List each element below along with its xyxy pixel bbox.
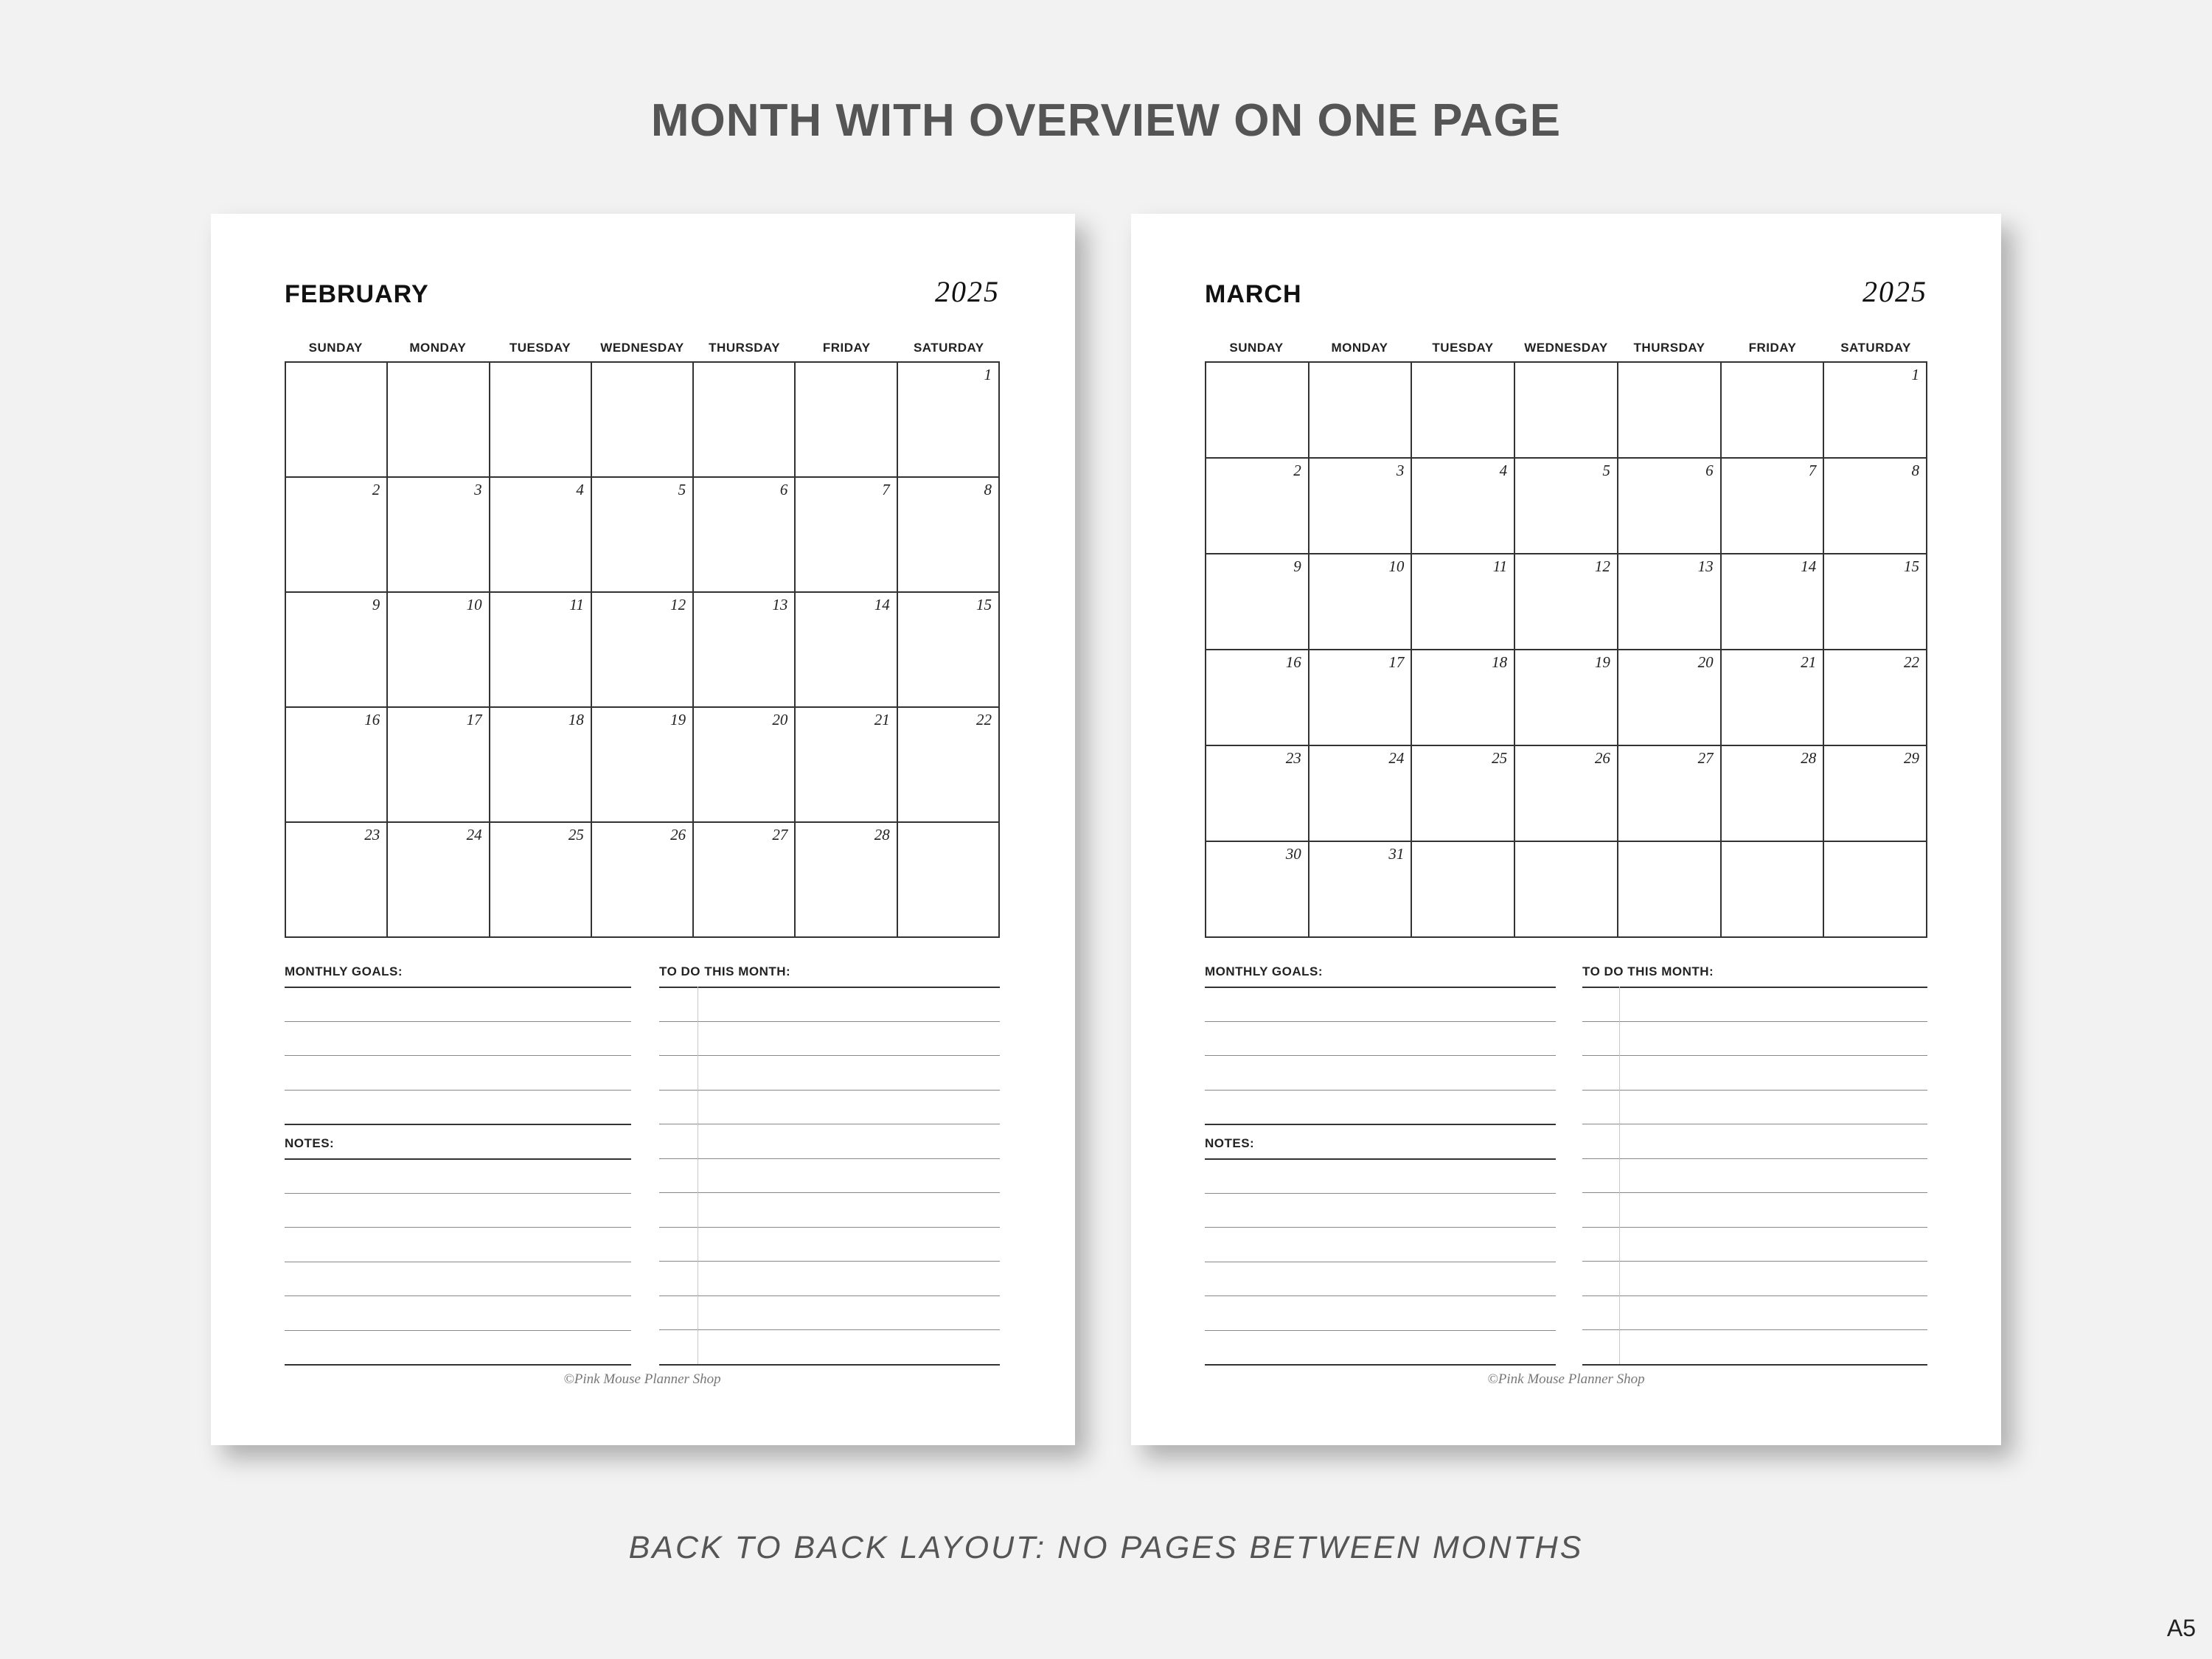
calendar-day-cell[interactable] bbox=[1824, 554, 1927, 650]
calendar-day-cell[interactable] bbox=[1412, 554, 1515, 650]
notes-label: NOTES: bbox=[1205, 1136, 1255, 1150]
calendar-day-cell[interactable] bbox=[1310, 363, 1413, 459]
day-number: 16 bbox=[364, 711, 380, 728]
notes-write-line bbox=[1205, 1193, 1556, 1194]
todo-write-line bbox=[659, 1055, 1000, 1056]
todo-write-line bbox=[1582, 1192, 1927, 1193]
calendar-grid bbox=[285, 361, 1000, 938]
day-number: 20 bbox=[1697, 653, 1714, 671]
calendar-day-cell[interactable] bbox=[1824, 459, 1927, 554]
day-number: 4 bbox=[576, 481, 584, 498]
goals-write-line bbox=[285, 1055, 631, 1056]
calendar-day-cell[interactable] bbox=[1722, 842, 1825, 938]
notes-top-rule bbox=[1205, 1158, 1556, 1160]
calendar-day-cell[interactable] bbox=[898, 593, 1000, 708]
calendar-day-cell[interactable] bbox=[694, 478, 796, 593]
day-number: 1 bbox=[984, 366, 992, 383]
day-number: 26 bbox=[670, 826, 686, 844]
todo-bottom-rule bbox=[1582, 1364, 1927, 1366]
todo-write-line bbox=[659, 1192, 1000, 1193]
calendar-day-cell[interactable] bbox=[286, 478, 388, 593]
weekday-label: MONDAY bbox=[1331, 341, 1388, 355]
todo-write-line bbox=[1582, 1261, 1927, 1262]
calendar-day-cell[interactable] bbox=[694, 363, 796, 478]
weekday-label: THURSDAY bbox=[1633, 341, 1705, 355]
goals-top-rule bbox=[1205, 987, 1556, 988]
day-number: 30 bbox=[1285, 845, 1301, 863]
notes-top-rule bbox=[285, 1158, 631, 1160]
calendar-day-cell[interactable] bbox=[286, 708, 388, 823]
day-number: 28 bbox=[1801, 749, 1817, 767]
day-number: 23 bbox=[364, 826, 380, 844]
weekday-label: TUESDAY bbox=[1432, 341, 1494, 355]
day-number: 16 bbox=[1285, 653, 1301, 671]
calendar-day-cell[interactable] bbox=[1206, 746, 1310, 842]
monthly-goals-label: MONTHLY GOALS: bbox=[1205, 964, 1324, 978]
day-number: 18 bbox=[568, 711, 584, 728]
layout-caption: BACK TO BACK LAYOUT: NO PAGES BETWEEN MONTHS bbox=[628, 1530, 1584, 1565]
calendar-day-cell[interactable] bbox=[694, 823, 796, 938]
day-number: 6 bbox=[779, 481, 788, 498]
calendar-day-cell[interactable] bbox=[796, 708, 897, 823]
goals-bottom-rule bbox=[285, 1124, 631, 1125]
notes-write-line bbox=[1205, 1330, 1556, 1331]
calendar-day-cell[interactable] bbox=[388, 363, 490, 478]
notes-write-line bbox=[285, 1330, 631, 1331]
day-number: 25 bbox=[1492, 749, 1508, 767]
calendar-day-cell[interactable] bbox=[388, 823, 490, 938]
day-number: 12 bbox=[1594, 557, 1610, 575]
calendar-day-cell[interactable] bbox=[1824, 746, 1927, 842]
todo-label: TO DO THIS MONTH: bbox=[1582, 964, 1714, 978]
todo-write-line bbox=[659, 1090, 1000, 1091]
calendar-day-cell[interactable] bbox=[1722, 459, 1825, 554]
calendar-day-cell[interactable] bbox=[286, 823, 388, 938]
calendar-day-cell[interactable] bbox=[1722, 363, 1825, 459]
weekday-header-row bbox=[1205, 341, 1927, 358]
todo-write-line bbox=[1582, 1055, 1927, 1056]
calendar-day-cell[interactable] bbox=[592, 823, 694, 938]
calendar-day-cell[interactable] bbox=[1722, 650, 1825, 746]
day-number: 9 bbox=[372, 596, 380, 613]
calendar-day-cell[interactable] bbox=[898, 823, 1000, 938]
calendar-day-cell[interactable] bbox=[796, 593, 897, 708]
day-number: 12 bbox=[670, 596, 686, 613]
shop-signature: ©Pink Mouse Planner Shop bbox=[1487, 1371, 1645, 1387]
day-number: 6 bbox=[1705, 462, 1714, 479]
day-number: 4 bbox=[1499, 462, 1508, 479]
notes-write-line bbox=[1205, 1227, 1556, 1228]
calendar-day-cell[interactable] bbox=[1515, 842, 1618, 938]
todo-write-line bbox=[1582, 1329, 1927, 1330]
calendar-day-cell[interactable] bbox=[898, 478, 1000, 593]
calendar-day-cell[interactable] bbox=[1824, 650, 1927, 746]
goals-write-line bbox=[1205, 1090, 1556, 1091]
calendar-day-cell[interactable] bbox=[592, 478, 694, 593]
calendar-day-cell[interactable] bbox=[388, 478, 490, 593]
todo-label: TO DO THIS MONTH: bbox=[659, 964, 791, 978]
day-number: 26 bbox=[1594, 749, 1610, 767]
calendar-day-cell[interactable] bbox=[1515, 554, 1618, 650]
day-number: 11 bbox=[1492, 557, 1508, 575]
calendar-day-cell[interactable] bbox=[592, 593, 694, 708]
weekday-label: SATURDAY bbox=[913, 341, 984, 355]
todo-write-line bbox=[1582, 1021, 1927, 1022]
day-number: 5 bbox=[678, 481, 686, 498]
calendar-day-cell[interactable] bbox=[490, 363, 592, 478]
weekday-label: WEDNESDAY bbox=[1524, 341, 1608, 355]
calendar-day-cell[interactable] bbox=[388, 708, 490, 823]
day-number: 5 bbox=[1602, 462, 1610, 479]
notes-write-line bbox=[285, 1193, 631, 1194]
weekday-label: THURSDAY bbox=[709, 341, 781, 355]
day-number: 25 bbox=[568, 826, 584, 844]
calendar-day-cell[interactable] bbox=[1206, 842, 1310, 938]
todo-top-rule bbox=[659, 987, 1000, 988]
calendar-day-cell[interactable] bbox=[796, 363, 897, 478]
month-title: MARCH bbox=[1205, 280, 1302, 308]
todo-checkbox-divider bbox=[1619, 987, 1620, 1364]
day-number: 14 bbox=[874, 596, 890, 613]
day-number: 27 bbox=[1697, 749, 1714, 767]
calendar-day-cell[interactable] bbox=[490, 593, 592, 708]
calendar-day-cell[interactable] bbox=[490, 823, 592, 938]
goals-write-line bbox=[1205, 1021, 1556, 1022]
todo-write-line bbox=[659, 1329, 1000, 1330]
calendar-day-cell[interactable] bbox=[1515, 650, 1618, 746]
day-number: 3 bbox=[474, 481, 482, 498]
day-number: 11 bbox=[569, 596, 584, 613]
calendar-day-cell[interactable] bbox=[1412, 650, 1515, 746]
day-number: 13 bbox=[772, 596, 788, 613]
day-number: 7 bbox=[882, 481, 890, 498]
calendar-day-cell[interactable] bbox=[694, 708, 796, 823]
notes-write-line bbox=[285, 1227, 631, 1228]
notes-write-line bbox=[1205, 1295, 1556, 1296]
year-title: 2025 bbox=[935, 275, 1000, 308]
calendar-day-cell[interactable] bbox=[1310, 459, 1413, 554]
page-heading: MONTH WITH OVERVIEW ON ONE PAGE bbox=[650, 95, 1562, 146]
goals-write-line bbox=[285, 1021, 631, 1022]
calendar-day-cell[interactable] bbox=[490, 708, 592, 823]
day-number: 15 bbox=[1903, 557, 1919, 575]
goals-top-rule bbox=[285, 987, 631, 988]
calendar-day-cell[interactable] bbox=[1722, 554, 1825, 650]
todo-bottom-rule bbox=[659, 1364, 1000, 1366]
todo-write-line bbox=[659, 1295, 1000, 1296]
calendar-day-cell[interactable] bbox=[1412, 459, 1515, 554]
calendar-day-cell[interactable] bbox=[1412, 363, 1515, 459]
day-number: 2 bbox=[1293, 462, 1301, 479]
day-number: 18 bbox=[1492, 653, 1508, 671]
day-number: 23 bbox=[1285, 749, 1301, 767]
day-number: 17 bbox=[1388, 653, 1405, 671]
calendar-day-cell[interactable] bbox=[286, 363, 388, 478]
weekday-label: SUNDAY bbox=[1229, 341, 1284, 355]
todo-write-line bbox=[659, 1021, 1000, 1022]
day-number: 27 bbox=[772, 826, 788, 844]
calendar-day-cell[interactable] bbox=[1310, 650, 1413, 746]
calendar-day-cell[interactable] bbox=[796, 478, 897, 593]
calendar-grid bbox=[1205, 361, 1927, 938]
calendar-day-cell[interactable] bbox=[1515, 363, 1618, 459]
calendar-day-cell[interactable] bbox=[1206, 650, 1310, 746]
monthly-goals-label: MONTHLY GOALS: bbox=[285, 964, 403, 978]
day-number: 14 bbox=[1801, 557, 1817, 575]
day-number: 19 bbox=[670, 711, 686, 728]
planner-page-february bbox=[211, 214, 1075, 1445]
day-number: 10 bbox=[466, 596, 482, 613]
year-title: 2025 bbox=[1863, 275, 1927, 308]
day-number: 22 bbox=[976, 711, 992, 728]
weekday-header-row bbox=[285, 341, 1000, 358]
day-number: 20 bbox=[772, 711, 788, 728]
weekday-label: WEDNESDAY bbox=[600, 341, 684, 355]
todo-write-line bbox=[659, 1158, 1000, 1159]
day-number: 28 bbox=[874, 826, 890, 844]
calendar-day-cell[interactable] bbox=[490, 478, 592, 593]
calendar-day-cell[interactable] bbox=[1618, 746, 1722, 842]
goals-write-line bbox=[1205, 1055, 1556, 1056]
weekday-label: TUESDAY bbox=[509, 341, 571, 355]
calendar-day-cell[interactable] bbox=[694, 593, 796, 708]
calendar-day-cell[interactable] bbox=[1515, 459, 1618, 554]
calendar-day-cell[interactable] bbox=[1618, 842, 1722, 938]
calendar-day-cell[interactable] bbox=[592, 363, 694, 478]
calendar-day-cell[interactable] bbox=[1206, 363, 1310, 459]
todo-write-line bbox=[1582, 1158, 1927, 1159]
day-number: 8 bbox=[1911, 462, 1919, 479]
notes-write-line bbox=[285, 1295, 631, 1296]
calendar-day-cell[interactable] bbox=[1206, 459, 1310, 554]
goals-write-line bbox=[285, 1090, 631, 1091]
shop-signature: ©Pink Mouse Planner Shop bbox=[563, 1371, 721, 1387]
calendar-day-cell[interactable] bbox=[1824, 363, 1927, 459]
todo-write-line bbox=[1582, 1090, 1927, 1091]
day-number: 13 bbox=[1697, 557, 1714, 575]
notes-bottom-rule bbox=[1205, 1364, 1556, 1366]
calendar-day-cell[interactable] bbox=[1206, 554, 1310, 650]
todo-write-line bbox=[1582, 1295, 1927, 1296]
calendar-day-cell[interactable] bbox=[1618, 650, 1722, 746]
calendar-day-cell[interactable] bbox=[1310, 842, 1413, 938]
day-number: 10 bbox=[1388, 557, 1405, 575]
todo-top-rule bbox=[1582, 987, 1927, 988]
calendar-day-cell[interactable] bbox=[388, 593, 490, 708]
day-number: 22 bbox=[1903, 653, 1919, 671]
day-number: 1 bbox=[1911, 366, 1919, 383]
calendar-day-cell[interactable] bbox=[1618, 363, 1722, 459]
calendar-day-cell[interactable] bbox=[898, 708, 1000, 823]
weekday-label: FRIDAY bbox=[822, 341, 871, 355]
day-number: 7 bbox=[1808, 462, 1817, 479]
weekday-label: SATURDAY bbox=[1840, 341, 1911, 355]
notes-label: NOTES: bbox=[285, 1136, 335, 1150]
day-number: 24 bbox=[466, 826, 482, 844]
day-number: 9 bbox=[1293, 557, 1301, 575]
paper-size-tag: A5 bbox=[2166, 1615, 2196, 1641]
weekday-label: MONDAY bbox=[409, 341, 467, 355]
calendar-day-cell[interactable] bbox=[1412, 842, 1515, 938]
calendar-day-cell[interactable] bbox=[1412, 746, 1515, 842]
calendar-day-cell[interactable] bbox=[1824, 842, 1927, 938]
weekday-label: SUNDAY bbox=[308, 341, 363, 355]
calendar-day-cell[interactable] bbox=[1310, 554, 1413, 650]
day-number: 31 bbox=[1388, 845, 1405, 863]
day-number: 29 bbox=[1903, 749, 1919, 767]
day-number: 24 bbox=[1388, 749, 1405, 767]
day-number: 19 bbox=[1594, 653, 1610, 671]
day-number: 15 bbox=[976, 596, 992, 613]
calendar-day-cell[interactable] bbox=[898, 363, 1000, 478]
weekday-label: FRIDAY bbox=[1748, 341, 1797, 355]
calendar-day-cell[interactable] bbox=[1515, 746, 1618, 842]
calendar-day-cell[interactable] bbox=[1722, 746, 1825, 842]
day-number: 3 bbox=[1396, 462, 1405, 479]
todo-write-line bbox=[1582, 1227, 1927, 1228]
day-number: 17 bbox=[466, 711, 482, 728]
day-number: 21 bbox=[874, 711, 890, 728]
calendar-day-cell[interactable] bbox=[796, 823, 897, 938]
calendar-day-cell[interactable] bbox=[286, 593, 388, 708]
day-number: 21 bbox=[1801, 653, 1817, 671]
calendar-day-cell[interactable] bbox=[592, 708, 694, 823]
calendar-day-cell[interactable] bbox=[1618, 554, 1722, 650]
calendar-day-cell[interactable] bbox=[1618, 459, 1722, 554]
calendar-day-cell[interactable] bbox=[1310, 746, 1413, 842]
day-number: 2 bbox=[372, 481, 380, 498]
planner-page-march bbox=[1131, 214, 2001, 1445]
todo-write-line bbox=[659, 1227, 1000, 1228]
day-number: 8 bbox=[984, 481, 992, 498]
todo-write-line bbox=[659, 1261, 1000, 1262]
month-title: FEBRUARY bbox=[285, 280, 429, 308]
goals-bottom-rule bbox=[1205, 1124, 1556, 1125]
notes-bottom-rule bbox=[285, 1364, 631, 1366]
